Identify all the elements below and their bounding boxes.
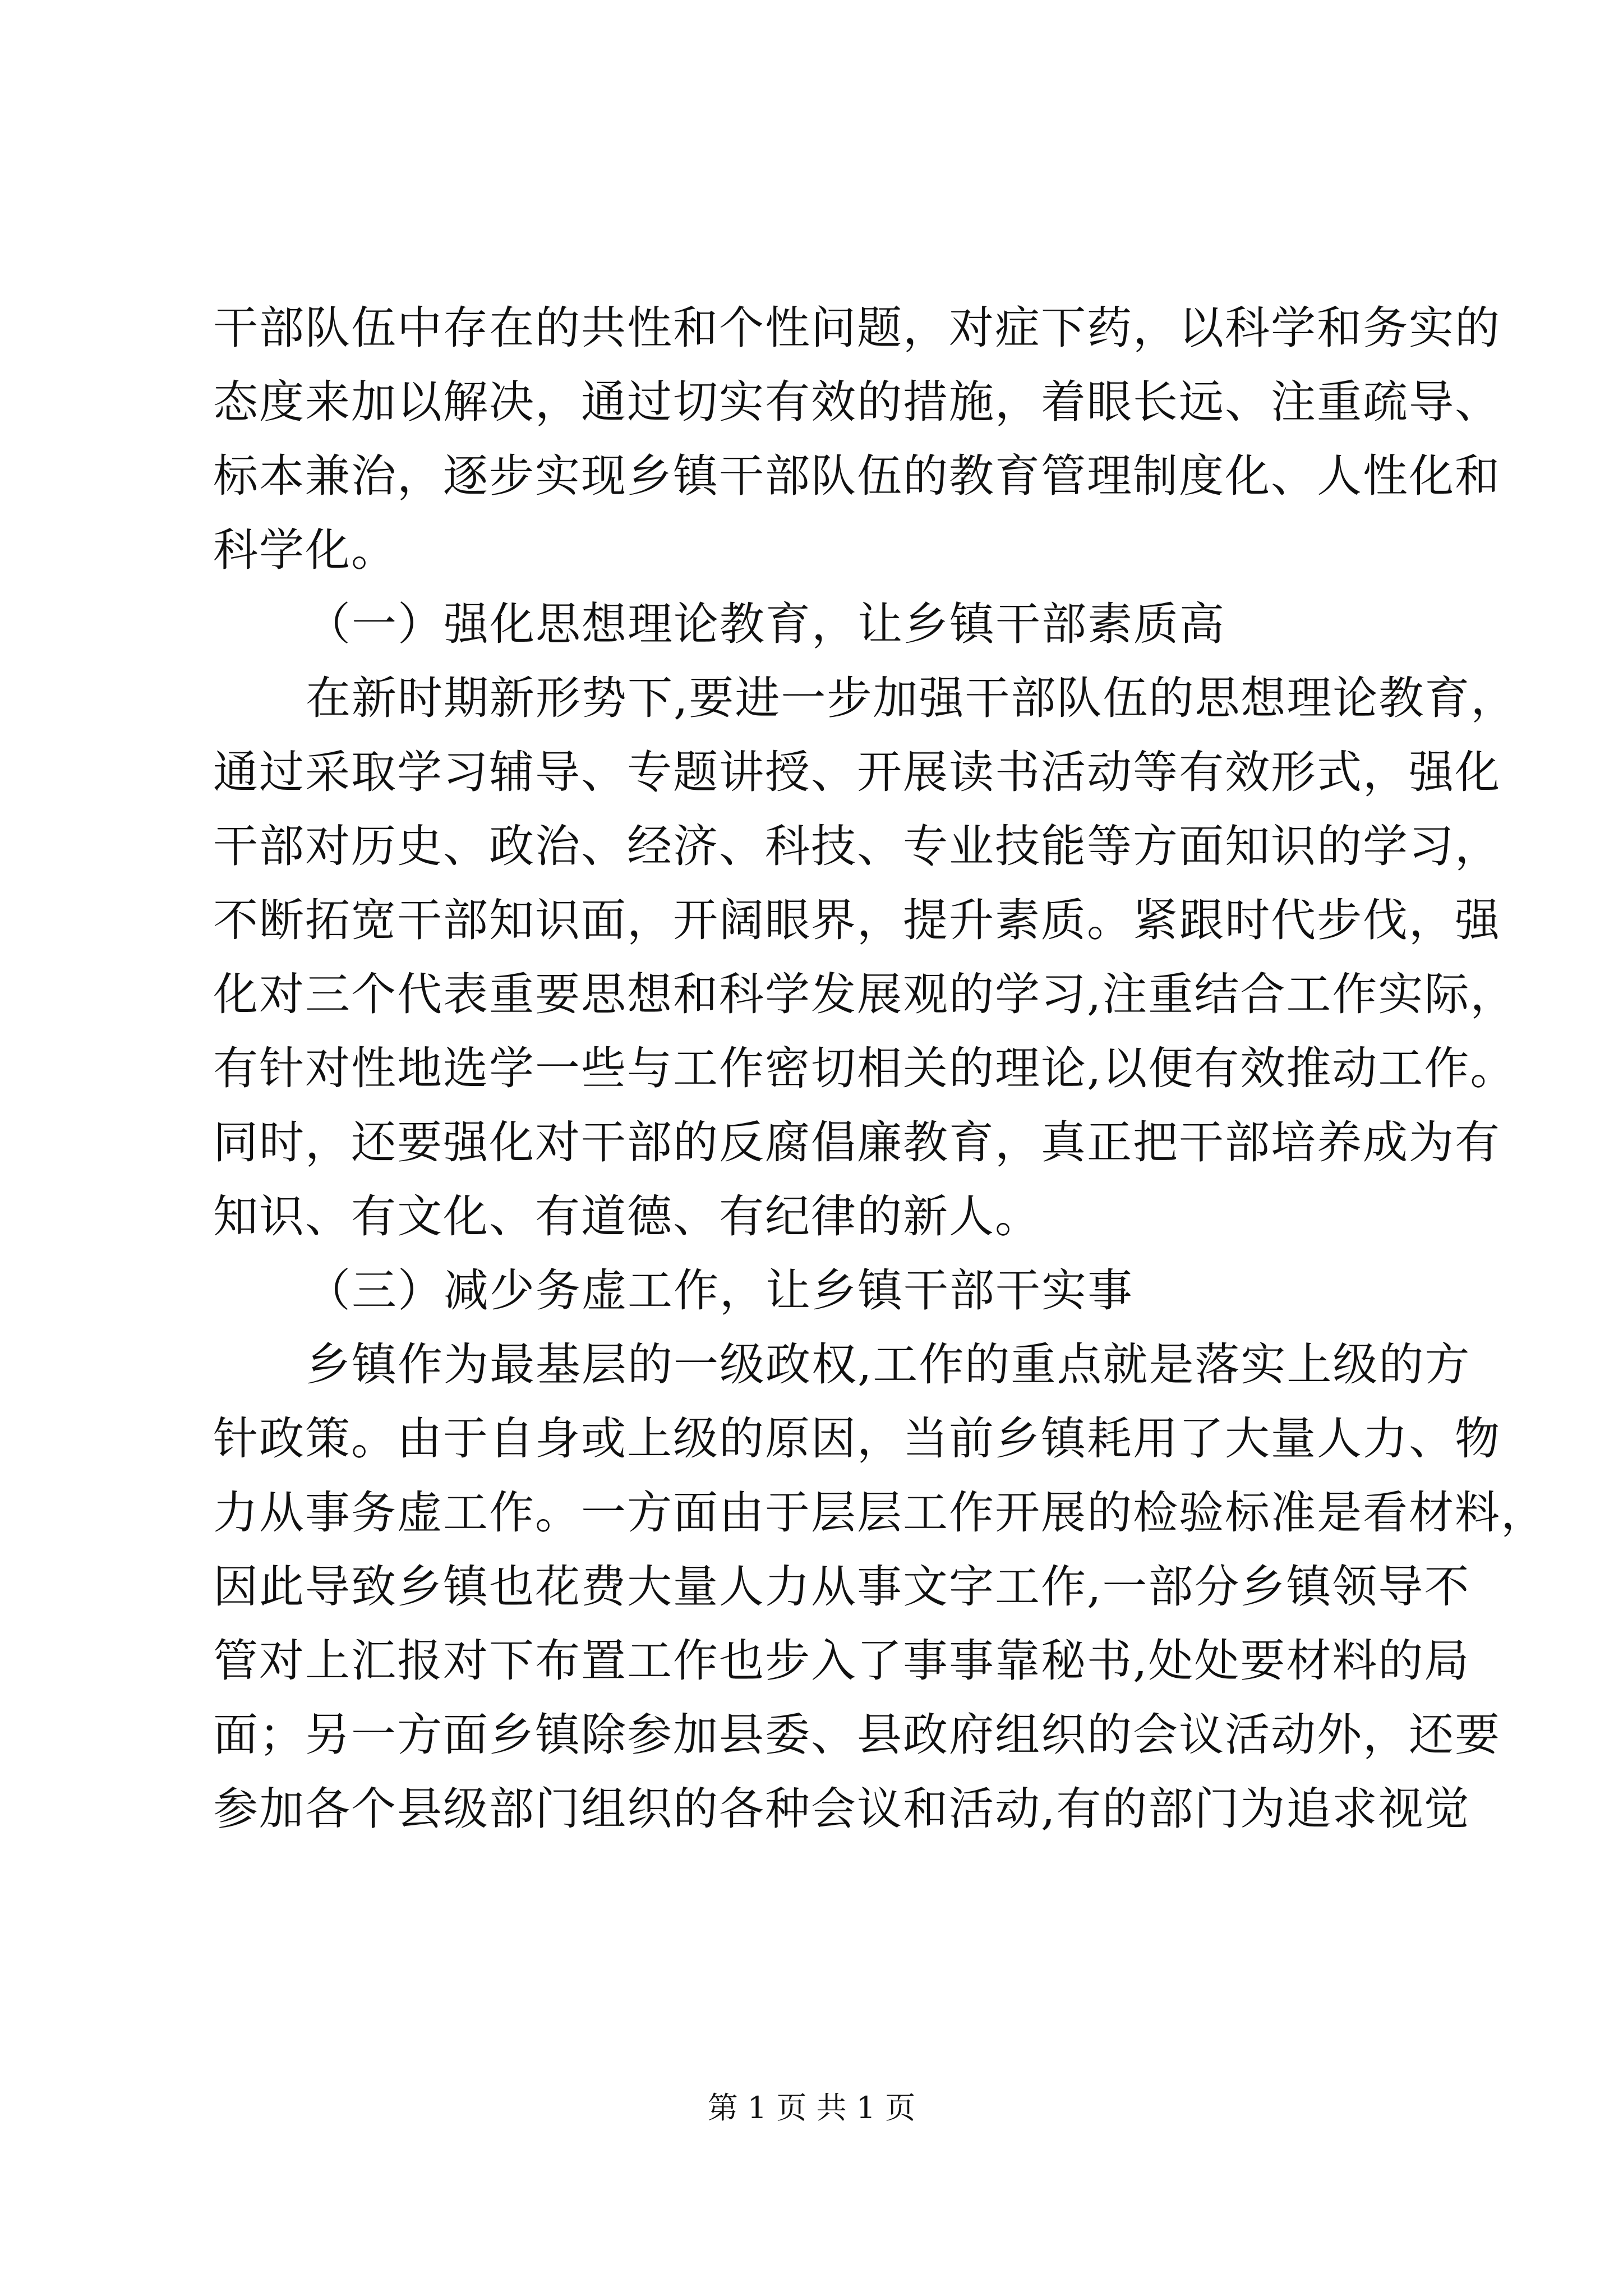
page-footer: 第 1 页 共 1 页 xyxy=(707,2090,916,2125)
body-line-18: 因此导致乡镇也花费大量人力从事文字工作,一部分乡镇领导不 xyxy=(213,1561,1470,1613)
body-line-10: 化对三个代表重要思想和科学发展观的学习,注重结合工作实际， xyxy=(213,968,1516,1020)
body-line-7: 通过采取学习辅导、专题讲授、开展读书活动等有效形式，强化 xyxy=(213,746,1501,798)
body-line-6: 在新时期新形势下,要进一步加强干部队伍的思想理论教育， xyxy=(306,672,1517,724)
body-line-11: 有针对性地选学一些与工作密切相关的理论,以便有效推动工作。 xyxy=(213,1042,1516,1094)
section-heading-3: （三）减少务虚工作，让乡镇干部干实事 xyxy=(306,1264,1133,1317)
body-line-1: 干部队伍中存在的共性和个性问题，对症下药，以科学和务实的 xyxy=(213,302,1501,354)
section-heading-1: （一）强化思想理论教育，让乡镇干部素质高 xyxy=(306,598,1225,650)
body-line-21: 参加各个县级部门组织的各种会议和活动,有的部门为追求视觉 xyxy=(213,1783,1470,1835)
body-line-13: 知识、有文化、有道德、有纪律的新人。 xyxy=(213,1190,1041,1243)
body-line-17: 力从事务虚工作。一方面由于层层工作开展的检验标准是看材料， xyxy=(213,1487,1547,1539)
body-line-3: 标本兼治，逐步实现乡镇干部队伍的教育管理制度化、人性化和 xyxy=(213,450,1501,502)
body-line-4: 科学化。 xyxy=(213,524,397,576)
body-line-20: 面；另一方面乡镇除参加县委、县政府组织的会议活动外，还要 xyxy=(213,1709,1501,1761)
body-line-9: 不断拓宽干部知识面，开阔眼界，提升素质。紧跟时代步伐，强 xyxy=(213,894,1501,946)
body-line-15: 乡镇作为最基层的一级政权,工作的重点就是落实上级的方 xyxy=(306,1338,1471,1391)
body-line-8: 干部对历史、政治、经济、科技、专业技能等方面知识的学习， xyxy=(213,820,1501,872)
body-line-2: 态度来加以解决，通过切实有效的措施，着眼长远、注重疏导、 xyxy=(213,376,1501,428)
body-line-12: 同时，还要强化对干部的反腐倡廉教育，真正把干部培养成为有 xyxy=(213,1116,1501,1168)
body-line-19: 管对上汇报对下布置工作也步入了事事靠秘书,处处要材料的局 xyxy=(213,1635,1470,1687)
body-line-16: 针政策。由于自身或上级的原因，当前乡镇耗用了大量人力、物 xyxy=(213,1412,1501,1465)
